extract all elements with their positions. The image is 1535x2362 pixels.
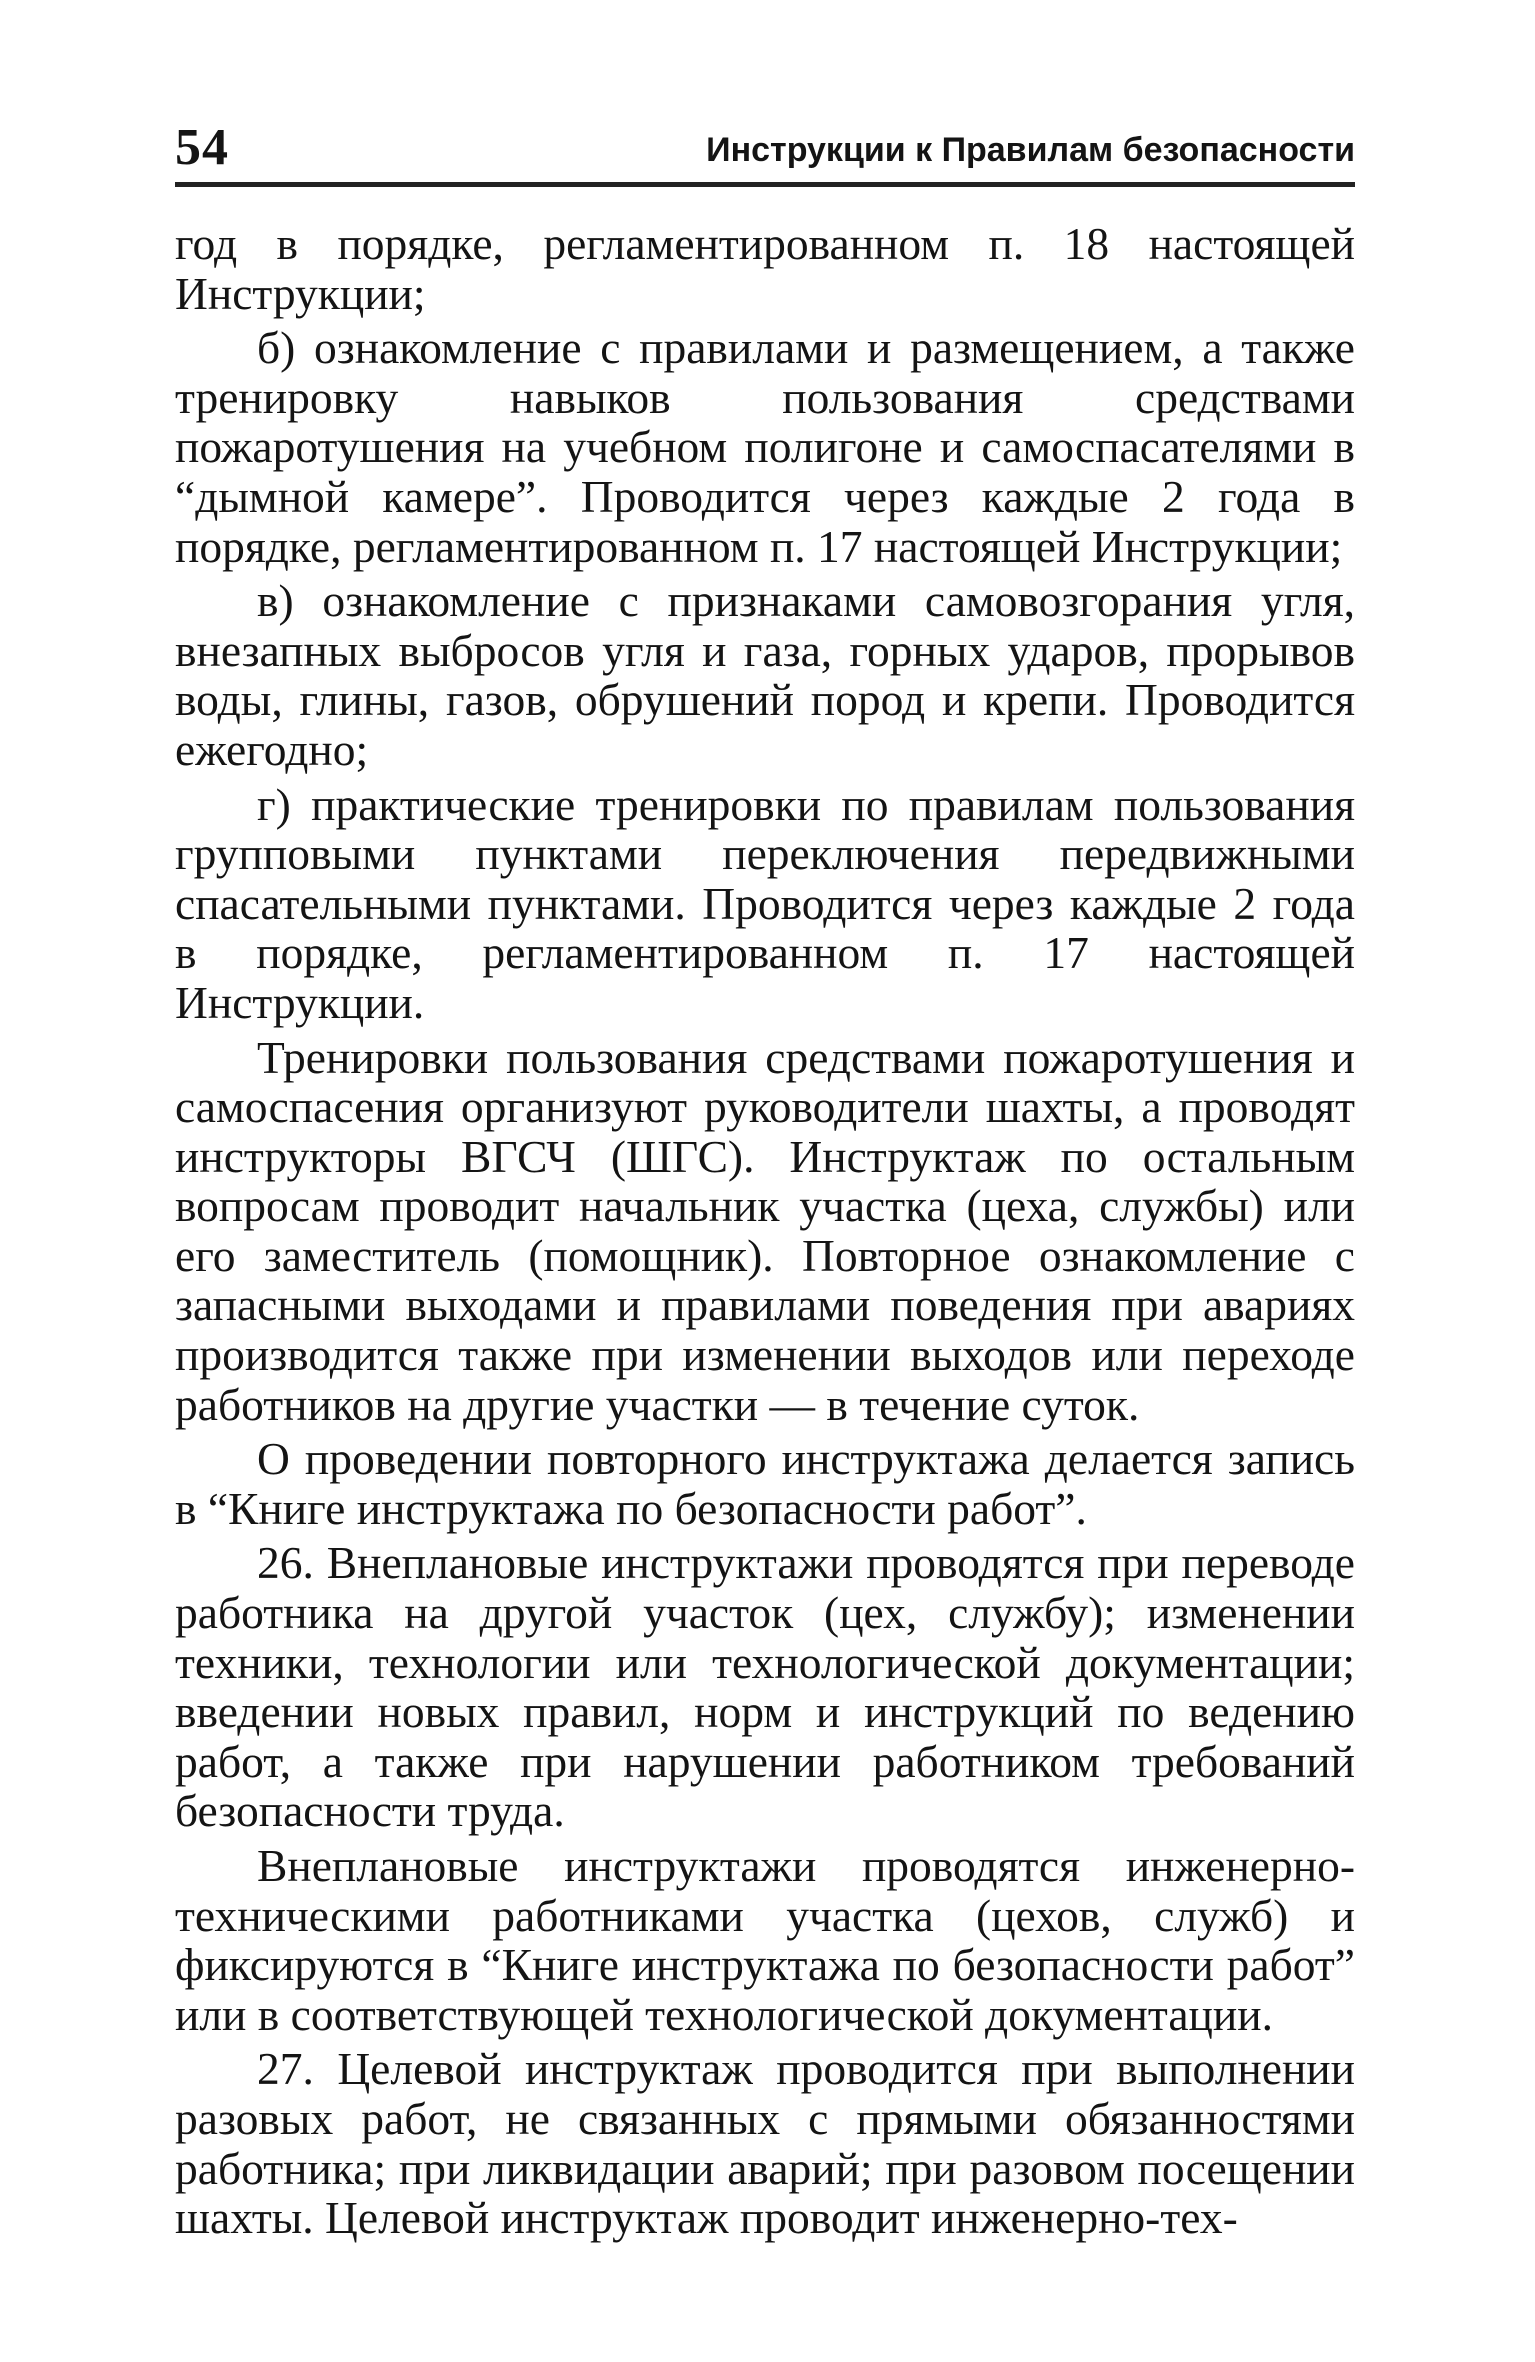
running-title: Инструкции к Правилам безопасности	[706, 131, 1355, 169]
body-text	[175, 219, 1355, 2243]
page-number: 54	[175, 119, 229, 176]
paragraph: Тренировки пользования средствами пожаротушения и самоспасения организуют руководители шахты, а проводят инструкторы ВГСЧ (ШГС). Инструктаж по остальным вопросам проводит начальник участка (цеха, службы) или его заместитель (помощник). Повторное ознакомление с запасными выходами и правилами поведения при авариях производится также при изменении выходов или переходе работников на другие участки — в течение суток.	[175, 1031, 1355, 1430]
header-rule	[175, 182, 1355, 187]
paragraph: 26. Внеплановые инструктажи проводятся при переводе работника на другой участок (цех, службу); изменении техники, технологии или технологической документации; введении новых правил, норм и инструкций по ведению работ, а также при нарушении работником требований безопасности труда.	[175, 1537, 1355, 1837]
paragraph: О проведении повторного инструктажа делается запись в “Книге инструктажа по безопасности работ”.	[175, 1433, 1355, 1534]
paragraph: год в порядке, регламентированном п. 18 настоящей Инструкции;	[175, 218, 1355, 319]
paragraph: г) практические тренировки по правилам пользования групповыми пунктами переключения передвижными спасательными пунктами. Проводится через каждые 2 года в порядке, регламентированном п. 17 настоящей Инструкции.	[175, 778, 1355, 1028]
paragraph: Внеплановые инструктажи проводятся инженерно-техническими работниками участка (цехов, служб) и фиксируются в “Книге инструктажа по безопасности работ” или в соответствующей технологической документации.	[175, 1840, 1355, 2040]
paragraph: в) ознакомление с признаками самовозгорания угля, внезапных выбросов угля и газа, горных ударов, прорывов воды, глины, газов, обрушений пород и крепи. Проводится ежегодно;	[175, 575, 1355, 775]
page-header	[175, 118, 1355, 178]
paragraph: 27. Целевой инструктаж проводится при выполнении разовых работ, не связанных с прямыми обязанностями работника; при ликвидации аварий; при разовом посещении шахты. Целевой инструктаж проводит инженерно-тех-	[175, 2043, 1355, 2244]
paragraph: б) ознакомление с правилами и размещением, а также тренировку навыков пользования средствами пожаротушения на учебном полигоне и самоспасателями в “дымной камере”. Проводится через каждые 2 года в порядке, регламентированном п. 17 настоящей Инструкции;	[175, 322, 1355, 572]
